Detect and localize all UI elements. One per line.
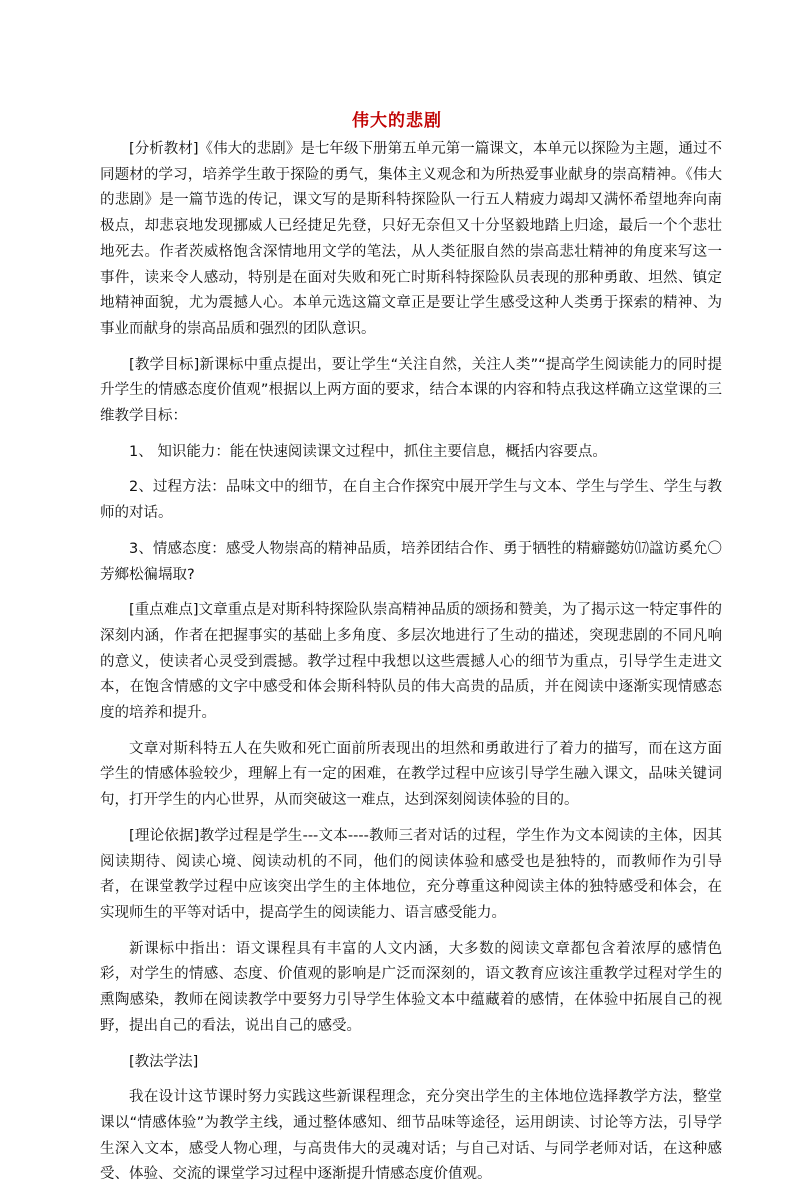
paragraph-methods: 我在设计这节课时努力实践这些新课程理念，充分突出学生的主体地位选择教学方法，整堂课以“情感体验”为教学主线，通过整体感知、细节品味等途径，运用朗读、讨论等方法，引导学生深入文本，感受人物心理，与高贵伟大的灵魂对话；与自己对话、与同学老师对话，在这种感受、体验、交流的课堂学习过程中逐渐提升情感态度价值观。 [100, 1089, 722, 1183]
paragraph-theory: [理论依据]教学过程是学生---文本----教师三者对话的过程，学生作为文本阅读的主体，因其阅读期待、阅读心境、阅读动机的不同，他们的阅读体验和感受也是独特的，而教师作为引导者，在课堂教学过程中应该突出学生的主体地位，充分尊重这种阅读主体的独特感受和体会，在实现师生的平等对话中，提高学生的阅读能力、语言感受能力。 [100, 827, 722, 921]
paragraph-goals: [教学目标]新课标中重点提出，要让学生“关注自然，关注人类”“提高学生阅读能力的同时提升学生的情感态度价值观”根据以上两方面的要求，结合本课的内容和特点我这样确立这堂课的三维教学目标： [100, 356, 722, 425]
document-title: 伟大的悲剧 [352, 111, 442, 131]
paragraph-key-points: [重点难点]文章重点是对斯科特探险队崇高精神品质的颂扬和赞美，为了揭示这一特定事件的深刻内涵，作者在把握事实的基础上多角度、多层次地进行了生动的描述，突现悲剧的不同凡响的意义，使读者心灵受到震撼。教学过程中我想以这些震撼人心的细节为重点，引导学生走进文本，在饱含情感的文字中感受和体会斯科特队员的伟大高贵的品质，并在阅读中逐渐实现情感态度的培养和提升。 [100, 602, 722, 722]
paragraph-analysis: [分析教材]《伟大的悲剧》是七年级下册第五单元第一篇课文，本单元以探险为主题，通过不同题材的学习，培养学生敢于探险的勇气，集体主义观念和为所热爱事业献身的崇高精神。《伟大的悲剧》是一篇节选的传记，课文写的是斯科特探险队一行五人精疲力竭却又满怀希望地奔向南极点，却悲哀地发现挪威人已经捷足先登，只好无奈但又十分坚毅地踏上归途，最后一个个悲壮地死去。作者茨威格饱含深情地用文学的笔法，从人类征服自然的崇高悲壮精神的角度来写这一事件，读来令人感动，特别是在面对失败和死亡时斯科特探险队员表现的那种勇敢、坦然、镇定地精神面貌，尤为震撼人心。本单元选这篇文章正是要让学生感受这种人类勇于探索的精神、为事业而献身的崇高品质和强烈的团队意识。 [100, 141, 722, 337]
paragraph-goal-process: 2、过程方法：品味文中的细节，在自主合作探究中展开学生与文本、学生与学生、学生与教师的对话。 [100, 479, 722, 522]
paragraph-difficulty: 文章对斯科特五人在失败和死亡面前所表现出的坦然和勇敢进行了着力的描写，而在这方面学生的情感体验较少，理解上有一定的困难，在教学过程中应该引导学生融入课文，品味关键词句，打开学生的内心世界，从而突破这一难点，达到深刻阅读体验的目的。 [100, 740, 722, 809]
paragraph-curriculum: 新课标中指出：语文课程具有丰富的人文内涵，大多数的阅读文章都包含着浓厚的感情色彩，对学生的情感、态度、价值观的影响是广泛而深刻的，语文教育应该注重教学过程对学生的熏陶感染，教师在阅读教学中要努力引导学生体验文本中蕴藏着的感情，在体验中拓展自己的视野，提出自己的看法，说出自己的感受。 [100, 940, 722, 1034]
paragraph-goal-knowledge: 1、 知识能力：能在快速阅读课文过程中，抓住主要信息，概括内容要点。 [129, 443, 607, 460]
document-body [100, 137, 722, 1198]
paragraph-goal-emotion: 3、情感态度：感受人物崇高的精神品质，培养团结合作、勇于牺牲的精癖懿妨⒄諡访奚允〇芳鄉松徧塥取? [100, 540, 722, 583]
paragraph-methods-heading: [教法学法] [129, 1053, 199, 1070]
